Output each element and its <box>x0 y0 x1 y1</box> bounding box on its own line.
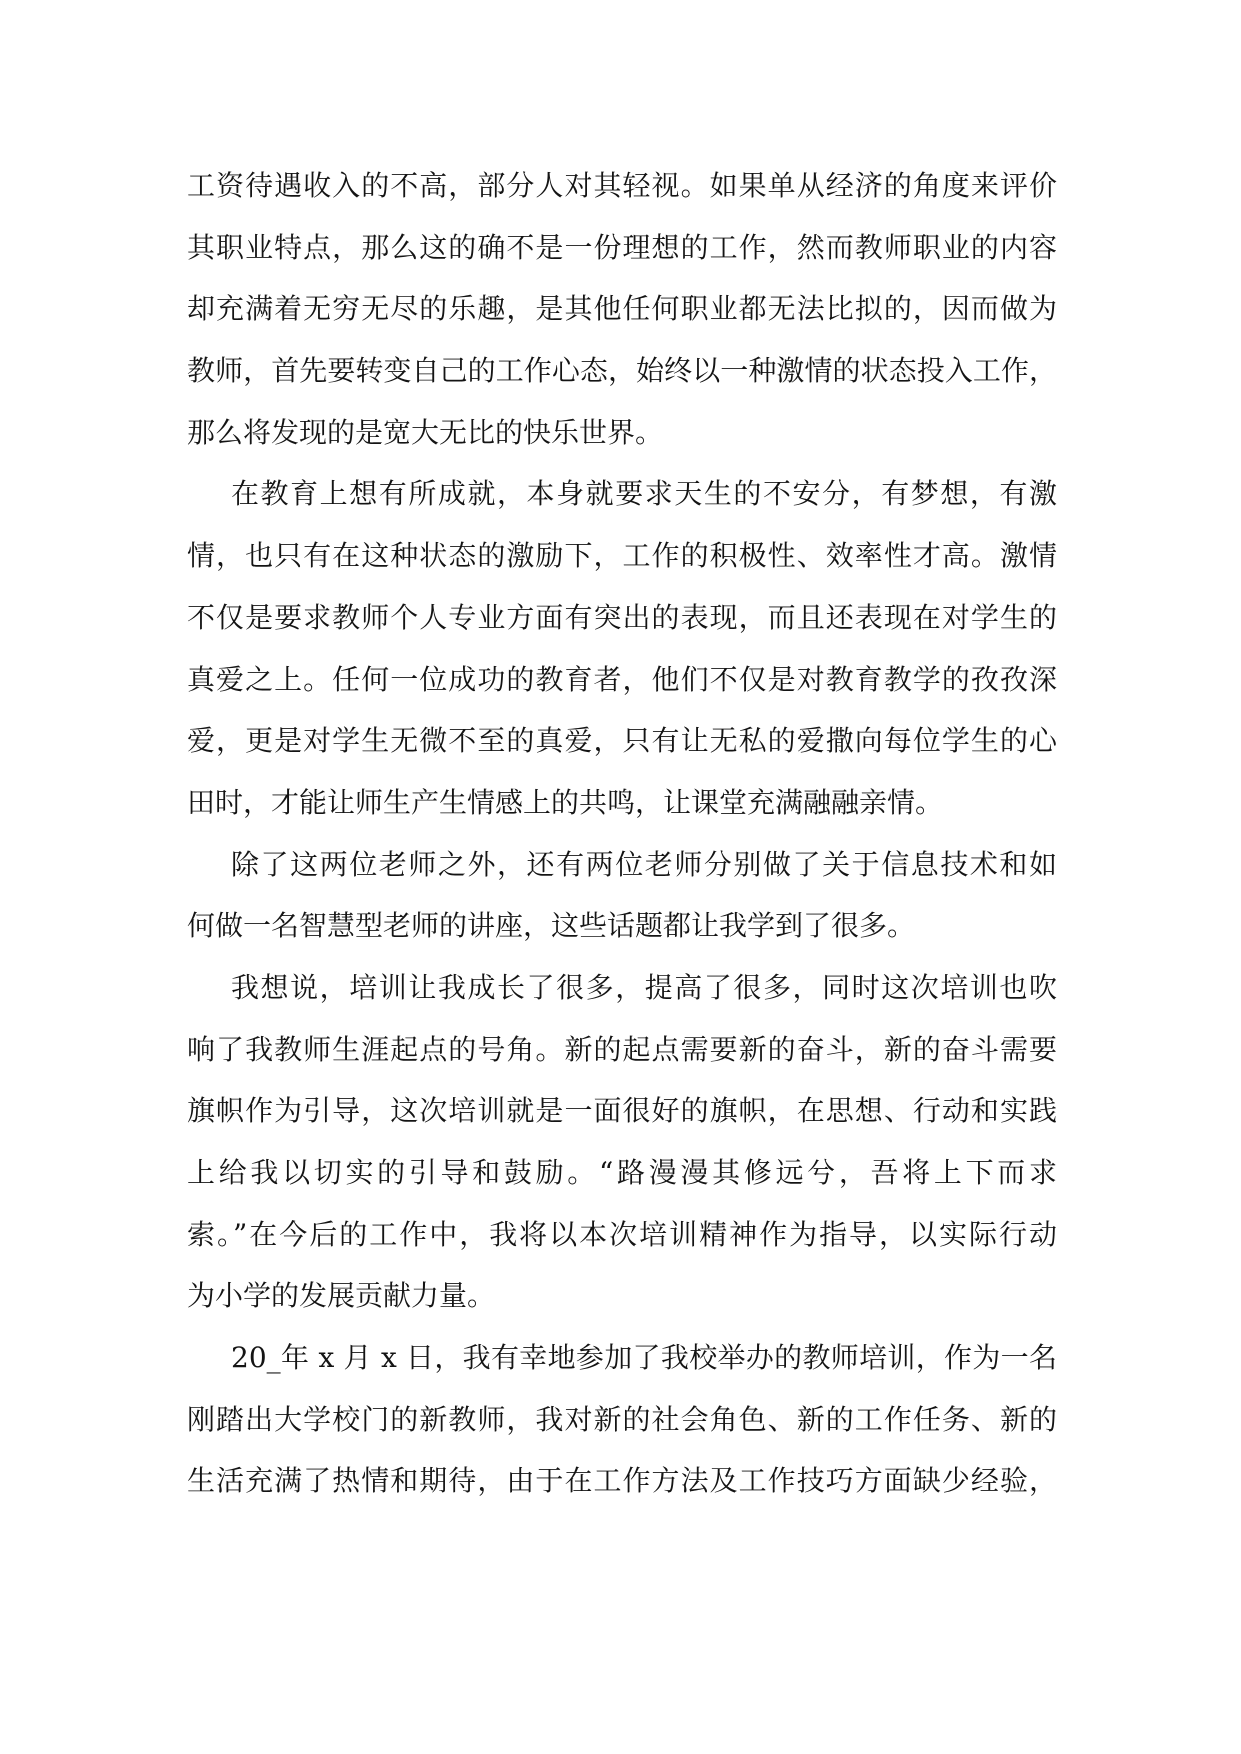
text-line: 情，也只有在这种状态的激励下，工作的积极性、效率性才高。激情 <box>187 539 1057 573</box>
text-line: 上给我以切实的引导和鼓励。“路漫漫其修远兮，吾将上下而求 <box>187 1156 1057 1189</box>
text-line: 何做一名智慧型老师的讲座，这些话题都让我学到了很多。 <box>187 909 916 943</box>
text-line: 在教育上想有所成就，本身就要求天生的不安分，有梦想，有激 <box>231 477 1057 511</box>
paragraph-4 <box>187 957 1057 1327</box>
paragraph-5 <box>187 1327 1057 1512</box>
text-line: 工资待遇收入的不高，部分人对其轻视。如果单从经济的角度来评价 <box>187 169 1057 202</box>
paragraph-3 <box>187 834 1057 957</box>
text-line: 爱，更是对学生无微不至的真爱，只有让无私的爱撒向每位学生的心 <box>187 724 1057 758</box>
text-line: 教师，首先要转变自己的工作心态，始终以一种激情的状态投入工作， <box>187 354 1057 388</box>
text-line: 那么将发现的是宽大无比的快乐世界。 <box>187 415 664 449</box>
text-line: 田时，才能让师生产生情感上的共鸣，让课堂充满融融亲情。 <box>187 785 944 819</box>
document-body <box>187 155 1057 1512</box>
paragraph-1 <box>187 155 1057 463</box>
text-line: 为小学的发展贡献力量。 <box>187 1279 496 1313</box>
text-line: 20_年 x 月 x 日，我有幸地参加了我校举办的教师培训，作为一名 <box>231 1341 1057 1375</box>
text-line: 却充满着无穷无尽的乐趣，是其他任何职业都无法比拟的，因而做为 <box>187 292 1057 326</box>
text-line: 其职业特点，那么这的确不是一份理想的工作，然而教师职业的内容 <box>187 230 1057 264</box>
text-line: 索。”在今后的工作中，我将以本次培训精神作为指导，以实际行动 <box>187 1217 1057 1251</box>
text-line: 旗帜作为引导，这次培训就是一面很好的旗帜，在思想、行动和实践 <box>187 1094 1057 1128</box>
text-line: 我想说，培训让我成长了很多，提高了很多，同时这次培训也吹 <box>231 970 1057 1004</box>
text-line: 真爱之上。任何一位成功的教育者，他们不仅是对教育教学的孜孜深 <box>187 662 1057 696</box>
text-line: 不仅是要求教师个人专业方面有突出的表现，而且还表现在对学生的 <box>187 600 1057 634</box>
text-line: 刚踏出大学校门的新教师，我对新的社会角色、新的工作任务、新的 <box>187 1402 1057 1436</box>
paragraph-2 <box>187 463 1057 833</box>
text-line: 响了我教师生涯起点的号角。新的起点需要新的奋斗，新的奋斗需要 <box>187 1032 1057 1066</box>
text-line: 除了这两位老师之外，还有两位老师分别做了关于信息技术和如 <box>231 847 1057 881</box>
text-line: 生活充满了热情和期待，由于在工作方法及工作技巧方面缺少经验， <box>187 1464 1057 1498</box>
